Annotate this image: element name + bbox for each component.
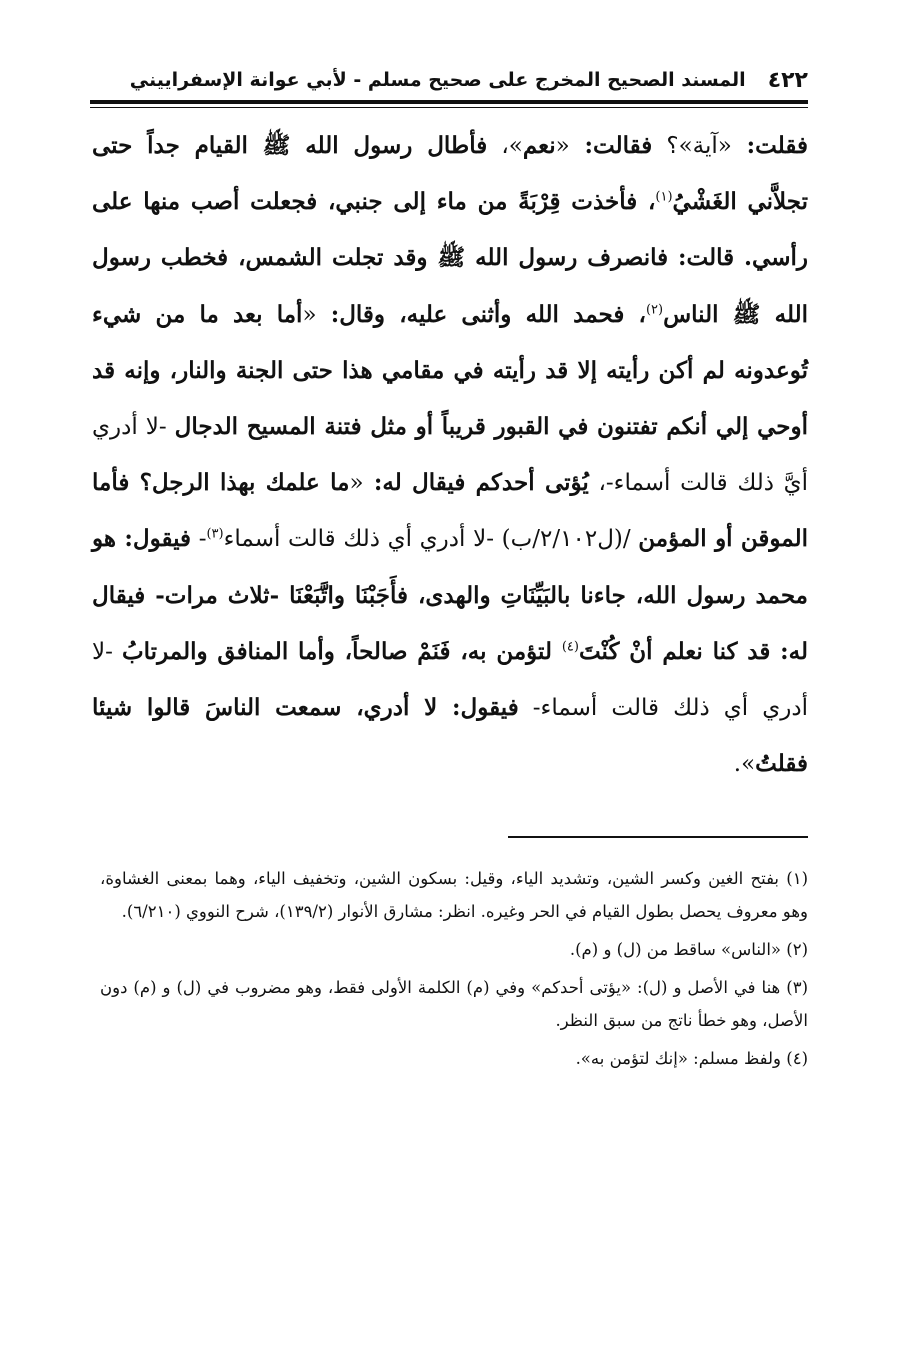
hadith-text (92, 118, 808, 792)
text-segment: يُؤتى أحدكم فيقال له: (363, 469, 589, 497)
footnote-2: (٢) «الناس» ساقط من (ل) و (م). (569, 940, 808, 959)
text-segment: ، فأخذت قِرْبَةً من ماء إلى جنبي، فجعلت أصب منها على رأسي. قالت: فانصرف رسول الله ﷺ وقد تجلت الشمس، فخطب رسول الله ﷺ الناس (92, 188, 808, 328)
footnote-3: (٣) هنا في الأصل و (ل): «يؤتى أحدكم» وفي (م) الكلمة الأولى فقط، وهو مضروب في (ل) و (م) دون الأصل، وهو خطأ ناتج من سبق النظر. (100, 978, 808, 1030)
quote-mark: »، (487, 133, 523, 159)
quote-mark: ». (733, 751, 756, 778)
running-title: المسند الصحيح المخرج على صحيح مسلم - لأبي عوانة الإسفراييني (129, 69, 746, 91)
quote-segment: «آية»؟ (652, 133, 732, 159)
footnote-4: (٤) ولفظ مسلم: «إنك لتؤمن به». (575, 1049, 808, 1068)
page-number: ٤٢٢ (767, 67, 808, 93)
text-segment: لتؤمن به، فَنَمْ صالحاً، وأما المنافق والمرتابُ (122, 637, 562, 665)
text-segment: نعم (522, 132, 556, 159)
running-header (90, 62, 808, 98)
text-segment: فيقول: لا أدري، سمعت الناسَ قالوا شيئا فقلتُ (92, 694, 808, 778)
footnote-ref-1[interactable]: (١) (655, 189, 673, 205)
narrator-note: -لا أدري أي ذلك قالت أسماء- (92, 638, 808, 722)
footnote-ref-4[interactable]: (٤) (561, 639, 579, 655)
text-segment: فيقول: هو محمد رسول الله، جاءنا بالبَيِّنَاتِ والهدى، فأَجَبْنَا واتَّبَعْنَا -ثلاث مرات- فيقال له: قد كنا نعلم أنْ كُنْتَ (92, 525, 808, 665)
text-segment: فقلت: (731, 132, 808, 159)
header-rule-thin (90, 107, 808, 108)
text-segment: أما بعد ما من شيء تُوعدونه لم أكن رأيته إلا قد رأيته في مقامي هذا حتى الجنة والنار، وإنه قد أوحي إلي أنكم تفتنون في القبور قريباً أو مثل فتنة المسيح الدجال (92, 300, 808, 441)
footnote-separator (508, 836, 808, 838)
footnote-1: (١) بفتح الغين وكسر الشين، وتشديد الياء، وقيل: بسكون الشين، وتخفيف الياء، وهما بمعنى الغشاوة، وهو معروف يحصل بطول القيام في الحر وغيره. انظر: مشارق الأنوار (١٣٩/٢)، شرح النووي (٦/٢١٠). (100, 869, 808, 921)
text-segment: ما علمك بهذا الرجل؟ فأما الموقن أو المؤمن (92, 469, 809, 553)
footnote-ref-2[interactable]: (٢) (645, 301, 664, 317)
narrator-note: -لا أدري أيَّ ذلك قالت أسماء-، (92, 414, 808, 497)
text-segment: ، فحمد الله وأثنى عليه، وقال: (316, 300, 646, 328)
text-segment: فقالت: (569, 132, 653, 159)
manuscript-marker: /(ل٢/١٠٢/ب) -لا أدري أي ذلك قالت أسماء (223, 526, 639, 553)
text-segment: فأطال رسول الله ﷺ القيام جداً حتى تجلاَّني الغَشْيُ (92, 132, 809, 216)
footnotes (100, 862, 808, 1080)
quote-mark: « (302, 301, 317, 328)
header-rule-thick (90, 100, 808, 104)
quote-mark: « (555, 133, 570, 159)
footnote-ref-3[interactable]: (٣) (206, 526, 224, 542)
quote-mark: « (349, 470, 364, 497)
dash-segment: - (191, 526, 207, 553)
